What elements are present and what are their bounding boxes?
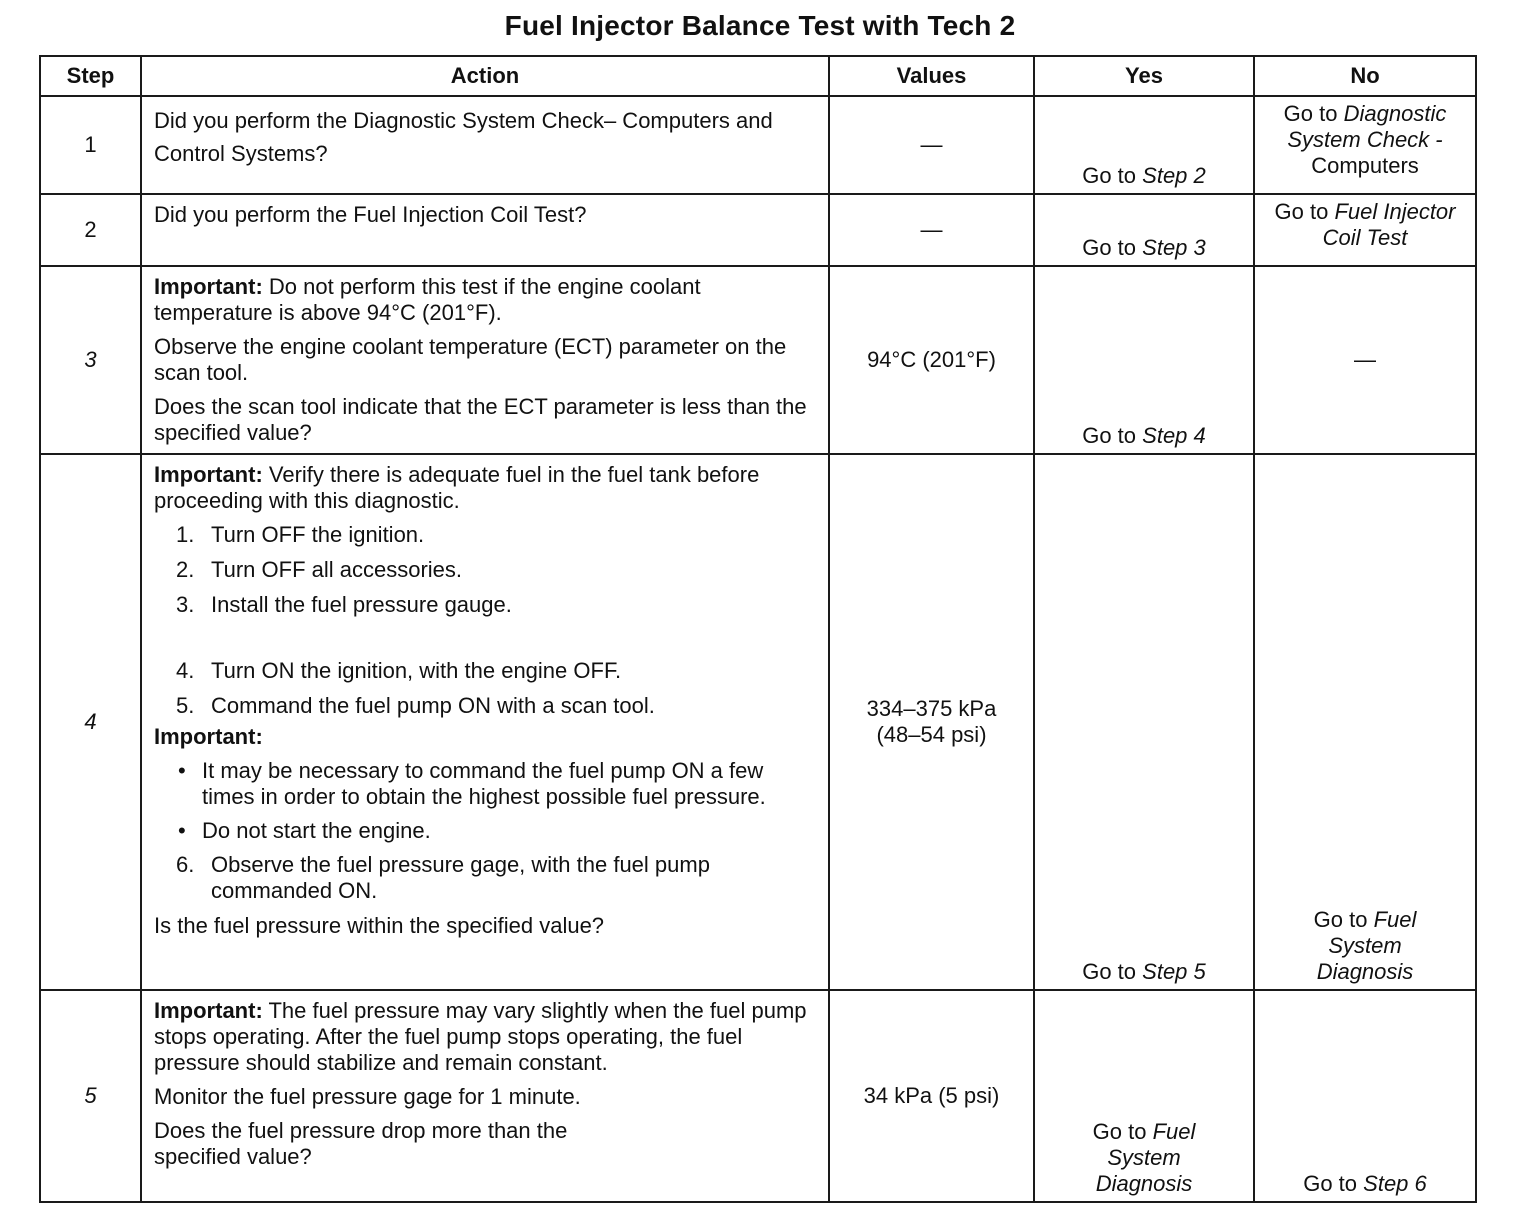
- important-text: The fuel pressure may vary slightly when the fuel pump stops operating. After the fuel pump stops operating, the fuel pressure should stabilize and remain constant.: [154, 998, 807, 1075]
- action-text: Did you perform the Diagnostic System Check– Computers and Control Systems?: [154, 108, 773, 166]
- no-prefix: Go to: [1303, 1171, 1358, 1196]
- yes-cell: [1034, 266, 1254, 454]
- step-number: 2: [40, 194, 141, 266]
- list-item: 3. Install the fuel pressure gauge.: [176, 592, 512, 617]
- important-note: [154, 998, 816, 1076]
- action-text: Observe the engine coolant temperature (ECT) parameter on the scan tool.: [154, 334, 787, 385]
- values-cell: —: [829, 194, 1034, 266]
- important-text: Verify there is adequate fuel in the fuel tank before proceeding with this diagnostic.: [154, 462, 760, 513]
- header-yes: Yes: [1034, 56, 1254, 96]
- action-cell: [141, 990, 829, 1202]
- values-cell: 34 kPa (5 psi): [829, 990, 1034, 1202]
- table-row: [40, 990, 1476, 1202]
- no-cell: [1254, 194, 1476, 266]
- procedure-steps: [154, 658, 816, 719]
- yes-link: Step 3: [1142, 235, 1206, 260]
- no-link: Fuel System Diagnosis: [1316, 907, 1417, 984]
- action-cell: [141, 194, 829, 266]
- list-item: • Do not start the engine.: [178, 818, 431, 843]
- important-label: Important:: [154, 998, 263, 1023]
- no-cell: —: [1254, 266, 1476, 454]
- important-label: Important:: [154, 462, 263, 487]
- no-prefix: Go to: [1274, 199, 1329, 224]
- list-item: 4. Turn ON the ignition, with the engine OFF.: [176, 658, 622, 683]
- page-title: Fuel Injector Balance Test with Tech 2: [504, 10, 1016, 41]
- action-text: Monitor the fuel pressure gage for 1 minute.: [154, 1084, 581, 1109]
- important-note: [154, 274, 816, 326]
- yes-link: Fuel System Diagnosis: [1095, 1119, 1196, 1196]
- list-item: 6. Observe the fuel pressure gage, with the fuel pump commanded ON.: [176, 852, 710, 903]
- values-cell: —: [829, 96, 1034, 194]
- values-psi: (48–54 psi): [876, 722, 987, 747]
- yes-prefix: Go to: [1082, 423, 1137, 448]
- list-item: 1. Turn OFF the ignition.: [176, 522, 425, 547]
- no-link: Diagnostic System Check -: [1287, 101, 1447, 152]
- action-question: Is the fuel pressure within the specified value?: [154, 913, 605, 938]
- values-cell: 94°C (201°F): [829, 266, 1034, 454]
- yes-link: Step 5: [1142, 959, 1206, 984]
- step-number: 1: [40, 96, 141, 194]
- yes-cell: [1034, 990, 1254, 1202]
- action-cell: [141, 96, 829, 194]
- action-text: Did you perform the Fuel Injection Coil Test?: [154, 202, 587, 227]
- table-header-row: [40, 56, 1476, 96]
- important-label: Important:: [154, 724, 263, 749]
- step-number: 3: [40, 266, 141, 454]
- table-row: [40, 96, 1476, 194]
- values-kpa: 334–375 kPa: [866, 696, 997, 721]
- procedure-steps: [154, 522, 816, 618]
- header-values: Values: [829, 56, 1034, 96]
- action-cell: [141, 266, 829, 454]
- action-cell: [141, 454, 829, 990]
- no-link: Fuel Injector Coil Test: [1322, 199, 1456, 250]
- header-step: Step: [40, 56, 141, 96]
- yes-cell: [1034, 454, 1254, 990]
- list-item: 5. Command the fuel pump ON with a scan tool.: [176, 693, 655, 718]
- table-row: [40, 194, 1476, 266]
- table-row: [40, 266, 1476, 454]
- important-bullets: [154, 758, 816, 844]
- action-question: Does the scan tool indicate that the ECT parameter is less than the specified value?: [154, 394, 807, 445]
- yes-prefix: Go to: [1082, 235, 1137, 260]
- yes-link: Step 2: [1142, 163, 1206, 188]
- yes-cell: [1034, 194, 1254, 266]
- yes-prefix: Go to: [1082, 163, 1137, 188]
- header-no: No: [1254, 56, 1476, 96]
- procedure-steps: [154, 852, 816, 904]
- important-text: Do not perform this test if the engine coolant temperature is above 94°C (201°F).: [154, 274, 701, 325]
- yes-prefix: Go to: [1082, 959, 1137, 984]
- step-number: 4: [40, 454, 141, 990]
- yes-cell: [1034, 96, 1254, 194]
- no-cell: [1254, 96, 1476, 194]
- yes-prefix: Go to: [1092, 1119, 1147, 1144]
- diagnostic-table: [39, 55, 1477, 1203]
- important-label: Important:: [154, 274, 263, 299]
- table-row: [40, 454, 1476, 990]
- no-link: Step 6: [1363, 1171, 1427, 1196]
- no-cell: [1254, 990, 1476, 1202]
- list-item: 2. Turn OFF all accessories.: [176, 557, 463, 582]
- important-note: [154, 462, 816, 514]
- list-item: • It may be necessary to command the fuel pump ON a few times in order to obtain the highest possible fuel pressure.: [178, 758, 766, 809]
- no-suffix: Computers: [1311, 153, 1419, 178]
- action-question: Does the fuel pressure drop more than the specified value?: [154, 1118, 568, 1169]
- no-prefix: Go to: [1283, 101, 1338, 126]
- values-cell: [829, 454, 1034, 990]
- yes-link: Step 4: [1142, 423, 1206, 448]
- no-prefix: Go to: [1313, 907, 1368, 932]
- step-number: 5: [40, 990, 141, 1202]
- no-cell: [1254, 454, 1476, 990]
- header-action: Action: [141, 56, 829, 96]
